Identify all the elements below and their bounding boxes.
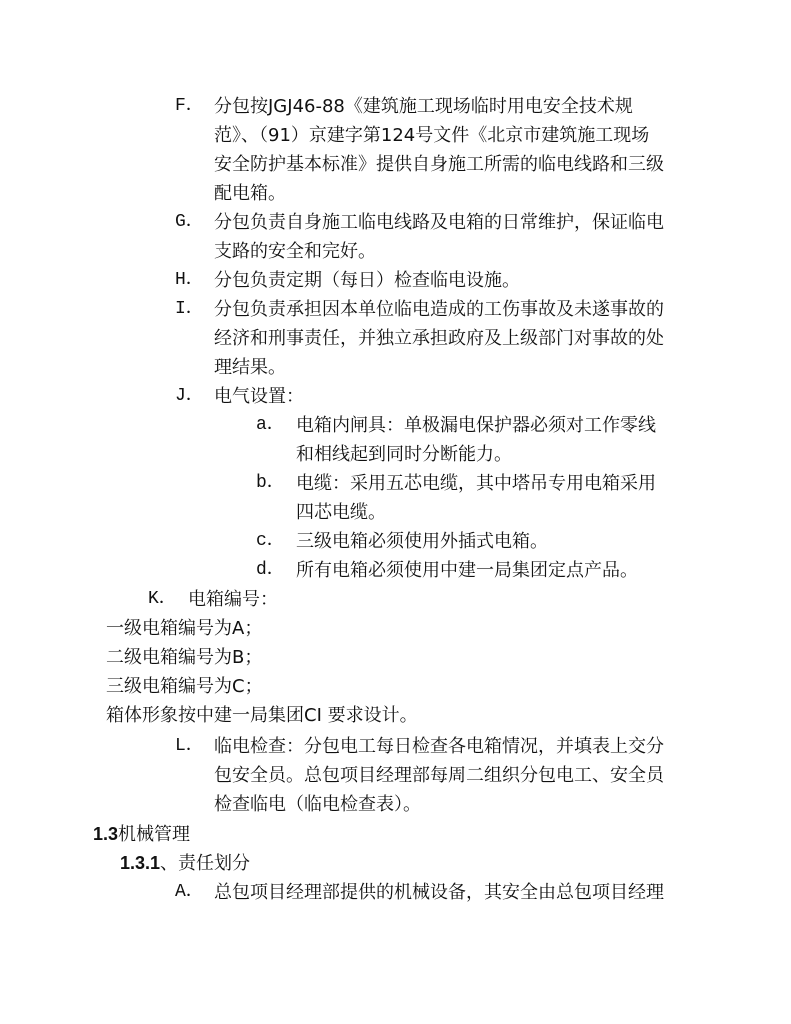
subitem-marker: a． (256, 415, 285, 435)
item-text-line: 电气设置： (214, 386, 304, 407)
item-marker: I． (175, 299, 204, 319)
subitem-text-line: 和相线起到同时分断能力。 (296, 444, 512, 465)
subsection-heading (120, 849, 250, 878)
subitem-text-line: 四芯电缆。 (296, 502, 386, 523)
item-text-line: 经济和刑事责任，并独立承担政府及上级部门对事故的处 (214, 328, 664, 349)
item-text-line: 分包负责自身施工临电线路及电箱的日常维护，保证临电 (214, 212, 664, 233)
subitem-text-line: 电箱内闸具：单极漏电保护器必须对工作零线 (296, 415, 656, 436)
subsection-number: 1.3.1 (120, 853, 161, 873)
plain-line: 二级电箱编号为B； (106, 647, 263, 668)
item-text-line: 包安全员。总包项目经理部每周二组织分包电工、安全员 (214, 765, 664, 786)
subitem-marker: d． (256, 560, 285, 580)
item-text-line: 电箱编号： (188, 589, 278, 610)
item-marker: J． (175, 386, 204, 406)
subitem-text-line: 电缆：采用五芯电缆，其中塔吊专用电箱采用 (296, 473, 656, 494)
plain-line: 一级电箱编号为A； (106, 618, 263, 639)
item-text-line: 总包项目经理部提供的机械设备，其安全由总包项目经理 (214, 882, 664, 903)
subitem-marker: c． (256, 531, 285, 551)
item-text-line: 检查临电（临电检查表）。 (214, 794, 421, 815)
subitem-text-line: 三级电箱必须使用外插式电箱。 (296, 531, 548, 552)
item-text-line: 临电检查：分包电工每日检查各电箱情况，并填表上交分 (214, 736, 664, 757)
plain-line: 三级电箱编号为C； (106, 676, 263, 697)
item-text-line: 配电箱。 (214, 183, 286, 204)
item-text-line: 理结果。 (214, 357, 286, 378)
item-marker: G． (175, 212, 204, 232)
item-marker: K． (148, 589, 177, 609)
item-text-line: 支路的安全和完好。 (214, 241, 376, 262)
item-text-line: 安全防护基本标准》提供自身施工所需的临电线路和三级 (214, 154, 664, 175)
item-text-line: 分包负责定期（每日）检查临电设施。 (214, 270, 520, 291)
item-marker: H． (175, 270, 204, 290)
section-title: 机械管理 (118, 824, 191, 845)
section-heading (93, 820, 190, 849)
item-marker: F． (175, 96, 204, 116)
item-marker: L． (175, 736, 204, 756)
item-text-line: 范》、（91）京建字第124号文件《北京市建筑施工现场 (214, 125, 650, 146)
item-text-line: 分包负责承担因本单位临电造成的工伤事故及未遂事故的 (214, 299, 664, 320)
item-text-line: 分包按JGJ46-88《建筑施工现场临时用电安全技术规 (214, 96, 633, 117)
plain-line: 箱体形象按中建一局集团CI 要求设计。 (106, 705, 418, 726)
section-number: 1.3 (93, 824, 119, 844)
subsection-title: 、责任划分 (160, 853, 251, 874)
subitem-marker: b． (256, 473, 285, 493)
subitem-text-line: 所有电箱必须使用中建一局集团定点产品。 (296, 560, 638, 581)
item-marker: A． (175, 882, 204, 902)
